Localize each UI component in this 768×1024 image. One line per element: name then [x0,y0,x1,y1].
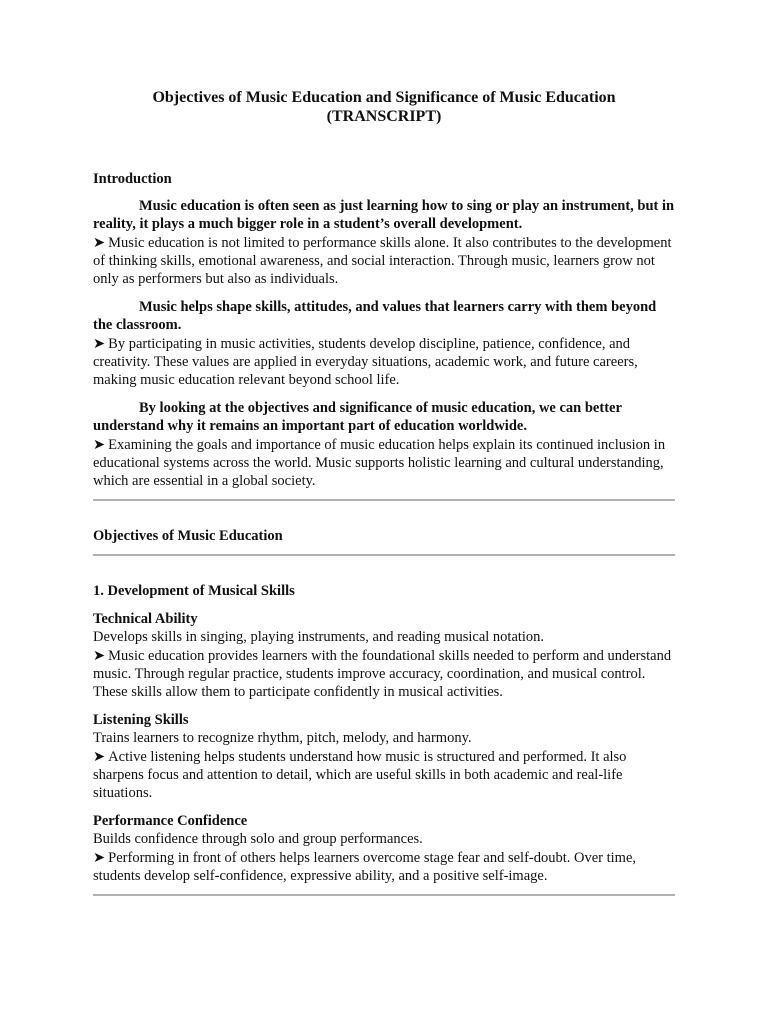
objective-text: Performing in front of others helps learners overcome stage fear and self-doubt. Over time, students develop self-confidence, expressive ability, and a positive self-image. [93,849,637,884]
arrow-bullet-icon: ➤ [93,647,106,664]
section-1-heading: 1. Development of Musical Skills [93,583,295,599]
objective-text: Active listening helps students understand how music is structured and performed. It also sharpens focus and attention to detail, which are useful skills in both academic and real-life situations. [93,748,627,802]
objective-technical-ability [93,610,675,701]
arrow-bullet-icon: ➤ [93,436,106,453]
section-divider [93,894,675,896]
paragraph-body [93,436,675,491]
intro-paragraph-1 [93,197,675,288]
paragraph-body [93,335,675,390]
arrow-bullet-icon: ➤ [93,335,106,352]
arrow-bullet-icon: ➤ [93,849,106,866]
paragraph-text: Music education is not limited to performance skills alone. It also contributes to the development of thinking skills, emotional awareness, and social interaction. Through music, learners grow not only as performers but also as individuals. [93,234,672,288]
arrow-bullet-icon: ➤ [93,234,106,251]
paragraph-lead: By looking at the objectives and significance of music education, we can better understand why it remains an important part of education worldwide. [93,400,622,435]
objective-summary: Trains learners to recognize rhythm, pitch, melody, and harmony. [93,730,472,747]
title-line-2: (TRANSCRIPT) [326,108,442,125]
objective-summary: Develops skills in singing, playing instruments, and reading musical notation. [93,629,545,646]
objective-listening-skills [93,711,675,802]
document-title [93,88,675,126]
paragraph-body [93,234,675,289]
title-line-1: Objectives of Music Education and Significance of Music Education [152,89,616,106]
objective-performance-confidence [93,812,675,885]
objective-summary: Builds confidence through solo and group performances. [93,831,423,848]
objective-title: Technical Ability [93,611,198,627]
objective-body [93,748,675,803]
section-divider [93,554,675,556]
objective-body [93,647,675,702]
objectives-heading: Objectives of Music Education [93,528,283,544]
intro-paragraph-2 [93,298,675,389]
paragraph-text: By participating in music activities, students develop discipline, patience, confidence, and creativity. These values are applied in everyday situations, academic work, and future careers, making music education relevant beyond school life. [93,335,638,389]
objective-text: Music education provides learners with the foundational skills needed to perform and understand music. Through regular practice, students improve accuracy, coordination, and musical control. These skills allow them to participate confidently in musical activities. [93,647,672,701]
paragraph-lead: Music helps shape skills, attitudes, and values that learners carry with them beyond the classroom. [93,299,657,334]
objective-title: Listening Skills [93,712,189,728]
intro-paragraph-3 [93,399,675,490]
introduction-heading: Introduction [93,171,172,187]
paragraph-text: Examining the goals and importance of music education helps explain its continued inclusion in educational systems across the world. Music supports holistic learning and cultural understanding, which are essential in a global society. [93,436,666,490]
paragraph-lead: Music education is often seen as just learning how to sing or play an instrument, but in reality, it plays a much bigger role in a student’s overall development. [93,198,675,233]
objective-title: Performance Confidence [93,813,248,829]
section-divider [93,499,675,501]
objective-body [93,849,675,886]
arrow-bullet-icon: ➤ [93,748,106,765]
